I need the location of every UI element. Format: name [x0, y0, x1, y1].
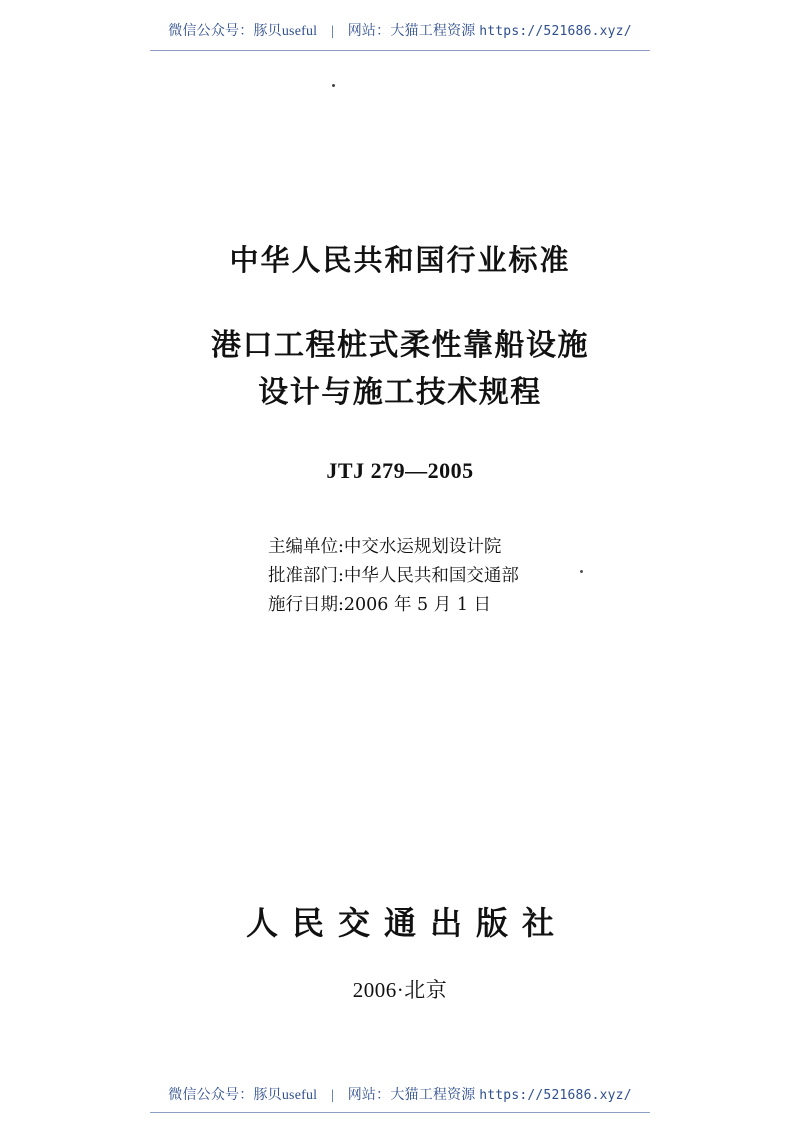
meta-effective-date: 施行日期:2006 年 5 月 1 日: [268, 595, 492, 615]
publisher-name: 人民交通出版社: [245, 904, 568, 942]
standard-code: JTJ 279—2005: [326, 458, 474, 483]
watermark-url-bottom[interactable]: https://521686.xyz/: [479, 1088, 632, 1103]
watermark-separator: |: [330, 24, 334, 39]
watermark-site-value-bottom: 大猫工程资源: [390, 1088, 476, 1103]
page-title: [0, 322, 800, 416]
watermark-bottom: [0, 1084, 800, 1104]
watermark-bottom-rule: [150, 1112, 650, 1113]
publication-imprint: 2006·北京: [352, 978, 448, 1002]
page-title-line-1: 港口工程桩式柔性靠船设施: [211, 328, 589, 363]
watermark-wechat-label: 微信公众号：: [168, 24, 254, 39]
meta-editing-unit: 主编单位:中交水运规划设计院: [268, 537, 502, 557]
stray-dot-upper: [332, 84, 335, 87]
watermark-bottom-content: [168, 1084, 631, 1104]
watermark-separator-bottom: |: [330, 1088, 334, 1103]
page-title-line-2: 设计与施工技术规程: [258, 375, 542, 410]
meta-approving-department: 批准部门:中华人民共和国交通部: [268, 566, 519, 586]
stray-dot-lower: [580, 570, 583, 573]
watermark-url[interactable]: https://521686.xyz/: [479, 24, 632, 39]
watermark-site-label-bottom: 网站：: [347, 1088, 391, 1103]
watermark-site-label: 网站：: [347, 24, 391, 39]
watermark-wechat-label-bottom: 微信公众号：: [168, 1088, 254, 1103]
watermark-wechat-value-bottom: 豚贝useful: [253, 1088, 318, 1103]
standard-authority-line: 中华人民共和国行业标准: [229, 243, 571, 277]
watermark-wechat-value: 豚贝useful: [253, 24, 318, 39]
watermark-site-value: 大猫工程资源: [390, 24, 476, 39]
cover-metadata: [268, 533, 519, 620]
